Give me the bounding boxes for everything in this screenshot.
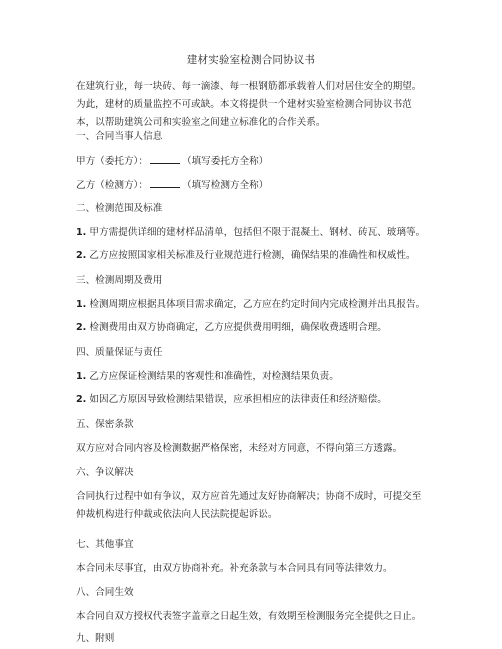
section-heading-disputes: 六、争议解决 [76, 467, 134, 478]
party-a-label: 甲方（委托方）： [76, 156, 148, 167]
section-heading-confidentiality: 五、保密条款 [76, 419, 134, 430]
cycle-item-2-number: 2. [76, 322, 87, 333]
section-heading-scope: 二、检测范围及标准 [76, 203, 163, 214]
party-b-label: 乙方（检测方）： [76, 180, 148, 191]
cycle-item-1-text: 检测周期应根据具体项目需求确定，乙方应在约定时间内完成检测并出具报告。 [89, 299, 426, 310]
party-b-line [76, 176, 432, 195]
other-text: 本合同未尽事宜，由双方协商补充。补充条款与本合同具有同等法律效力。 [76, 563, 393, 574]
scope-item-1 [76, 224, 432, 242]
section-heading-other: 七、其他事宜 [76, 539, 134, 550]
disputes-text: 合同执行过程中如有争议，双方应首先通过友好协商解决；协商不成时，可提交至仲裁机构进行仲裁或依法向人民法院提起诉讼。 [76, 491, 422, 520]
document-title: 建材实验室检测合同协议书 [186, 54, 316, 66]
section-heading-effect: 八、合同生效 [76, 587, 134, 598]
effect-text: 本合同自双方授权代表签字盖章之日起生效，有效期至检测服务完全提供之日止。 [76, 611, 422, 622]
section-heading-parties: 一、合同当事人信息 [76, 131, 163, 142]
cycle-item-2 [76, 319, 432, 337]
section-heading-quality: 四、质量保证与责任 [76, 347, 163, 358]
intro-paragraph: 在建筑行业，每一块砖、每一滴漆、每一根钢筋都承载着人们对居住安全的期望。为此，建材的质量监控不可或缺。本文将提供一个建材实验室检测合同协议书范本，以帮助建筑公司和实验室之间建立标准化的合作关系。 [76, 81, 422, 128]
cycle-item-1 [76, 296, 432, 314]
cycle-item-1-number: 1. [76, 299, 87, 310]
quality-item-2-number: 2. [76, 394, 87, 405]
quality-item-1 [76, 368, 432, 386]
scope-item-2-number: 2. [76, 250, 87, 261]
quality-item-2-text: 如因乙方原因导致检测结果错误，应承担相应的法律责任和经济赔偿。 [89, 394, 387, 405]
quality-item-1-text: 乙方应保证检测结果的客观性和准确性，对检测结果负责。 [89, 371, 339, 382]
party-b-note: （填写检测方全称） [181, 180, 269, 191]
quality-item-1-number: 1. [76, 371, 87, 382]
section-heading-appendix: 九、附则 [76, 633, 115, 644]
quality-item-2 [76, 391, 432, 409]
party-a-blank [150, 152, 180, 164]
cycle-item-2-text: 检测费用由双方协商确定，乙方应提供费用明细，确保收费透明合理。 [89, 322, 387, 333]
section-heading-cycle: 三、检测周期及费用 [76, 275, 163, 286]
scope-item-1-text: 甲方需提供详细的建材样品清单，包括但不限于混凝土、钢材、砖瓦、玻璃等。 [89, 227, 426, 238]
scope-item-2-text: 乙方应按照国家相关标准及行业规范进行检测，确保结果的准确性和权威性。 [89, 250, 416, 261]
party-b-blank [150, 176, 180, 188]
party-a-note: （填写委托方全称） [181, 156, 269, 167]
confidentiality-text: 双方应对合同内容及检测数据严格保密，未经对方同意，不得向第三方透露。 [76, 443, 403, 454]
party-a-line [76, 152, 432, 171]
scope-item-2 [76, 247, 432, 265]
scope-item-1-number: 1. [76, 227, 87, 238]
